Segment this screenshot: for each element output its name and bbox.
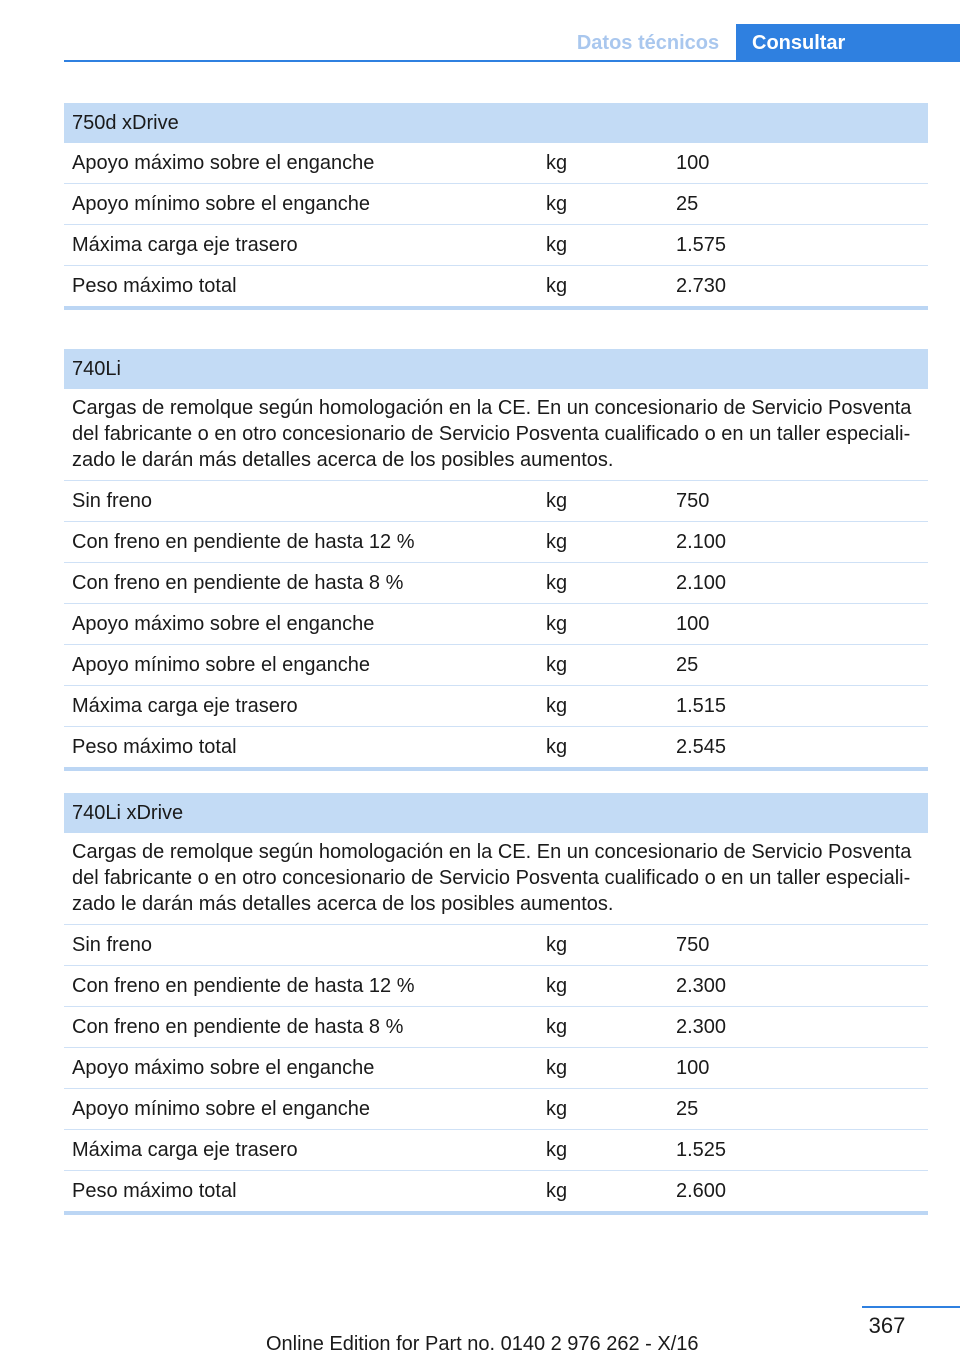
row-value: 1.525	[676, 1139, 727, 1161]
row-value: 25	[676, 654, 699, 676]
page-number: 367	[868, 1313, 906, 1338]
table-row	[64, 522, 928, 563]
row-unit: kg	[546, 934, 568, 956]
table-note: Cargas de remolque según homologación en la CE. En un concesionario de Servicio Posventa del fabricante o en otro concesionario de Servicio Posventa cualificado o en un taller especiali‐zado le darán más detalles acerca de los posibles aumentos.	[64, 389, 928, 481]
row-label: Peso máximo total	[72, 1180, 237, 1202]
table-row	[64, 266, 928, 306]
spec-table-740li	[64, 349, 928, 771]
table-row	[64, 966, 928, 1007]
table-row	[64, 925, 928, 966]
row-label: Apoyo máximo sobre el enganche	[72, 1057, 375, 1079]
row-unit: kg	[546, 1180, 568, 1202]
row-unit: kg	[546, 1098, 568, 1120]
row-unit: kg	[546, 572, 568, 594]
row-value: 100	[676, 613, 710, 635]
row-value: 2.545	[676, 736, 727, 758]
page-header	[0, 0, 960, 64]
row-value: 2.300	[676, 975, 727, 997]
row-value: 2.100	[676, 572, 727, 594]
spec-table-740li-xdrive	[64, 793, 928, 1215]
row-value: 2.300	[676, 1016, 727, 1038]
table-row	[64, 143, 928, 184]
row-label: Con freno en pendiente de hasta 8 %	[72, 1016, 404, 1038]
row-label: Peso máximo total	[72, 275, 237, 297]
row-value: 750	[676, 490, 710, 512]
edition-note: Online Edition for Part no. 0140 2 976 262 - X/16	[266, 1333, 699, 1355]
table-row	[64, 645, 928, 686]
table-row	[64, 686, 928, 727]
row-label: Máxima carga eje trasero	[72, 234, 298, 256]
row-label: Sin freno	[72, 934, 153, 956]
footer-divider	[862, 1306, 960, 1308]
row-unit: kg	[546, 490, 568, 512]
row-label: Con freno en pendiente de hasta 12 %	[72, 531, 415, 553]
table-row	[64, 481, 928, 522]
row-unit: kg	[546, 234, 568, 256]
row-value: 25	[676, 193, 699, 215]
row-label: Máxima carga eje trasero	[72, 1139, 298, 1161]
row-value: 2.600	[676, 1180, 727, 1202]
row-label: Peso máximo total	[72, 736, 237, 758]
table-title: 740Li xDrive	[64, 793, 928, 833]
table-note: Cargas de remolque según homologación en la CE. En un concesionario de Servicio Posventa del fabricante o en otro concesionario de Servicio Posventa cualificado o en un taller especiali‐zado le darán más detalles acerca de los posibles aumentos.	[64, 833, 928, 925]
row-unit: kg	[546, 736, 568, 758]
row-value: 25	[676, 1098, 699, 1120]
table-row	[64, 604, 928, 645]
row-label: Máxima carga eje trasero	[72, 695, 298, 717]
row-value: 1.515	[676, 695, 727, 717]
row-unit: kg	[546, 193, 568, 215]
table-row	[64, 1130, 928, 1171]
row-label: Apoyo máximo sobre el enganche	[72, 613, 375, 635]
row-label: Con freno en pendiente de hasta 12 %	[72, 975, 415, 997]
row-value: 100	[676, 1057, 710, 1079]
row-unit: kg	[546, 1139, 568, 1161]
row-unit: kg	[546, 152, 568, 174]
row-unit: kg	[546, 695, 568, 717]
row-unit: kg	[546, 975, 568, 997]
tab-consultar[interactable]: Consultar	[736, 24, 960, 62]
row-unit: kg	[546, 613, 568, 635]
row-label: Apoyo mínimo sobre el enganche	[72, 193, 370, 215]
table-row	[64, 184, 928, 225]
table-row	[64, 1089, 928, 1130]
header-divider	[64, 60, 960, 62]
table-title: 750d xDrive	[64, 103, 928, 143]
table-row	[64, 1048, 928, 1089]
row-unit: kg	[546, 1016, 568, 1038]
row-unit: kg	[546, 654, 568, 676]
row-value: 1.575	[676, 234, 727, 256]
row-value: 2.730	[676, 275, 727, 297]
row-label: Con freno en pendiente de hasta 8 %	[72, 572, 404, 594]
table-row	[64, 563, 928, 604]
spec-table-750d-xdrive	[64, 103, 928, 310]
table-row	[64, 727, 928, 767]
table-title: 740Li	[64, 349, 928, 389]
table-row	[64, 1007, 928, 1048]
table-row	[64, 1171, 928, 1211]
table-row	[64, 225, 928, 266]
row-value: 2.100	[676, 531, 727, 553]
section-title[interactable]: Datos técnicos	[576, 32, 720, 54]
row-unit: kg	[546, 531, 568, 553]
row-label: Apoyo máximo sobre el enganche	[72, 152, 375, 174]
row-unit: kg	[546, 1057, 568, 1079]
row-label: Apoyo mínimo sobre el enganche	[72, 1098, 370, 1120]
row-label: Apoyo mínimo sobre el enganche	[72, 654, 370, 676]
row-value: 100	[676, 152, 710, 174]
row-value: 750	[676, 934, 710, 956]
row-label: Sin freno	[72, 490, 153, 512]
row-unit: kg	[546, 275, 568, 297]
